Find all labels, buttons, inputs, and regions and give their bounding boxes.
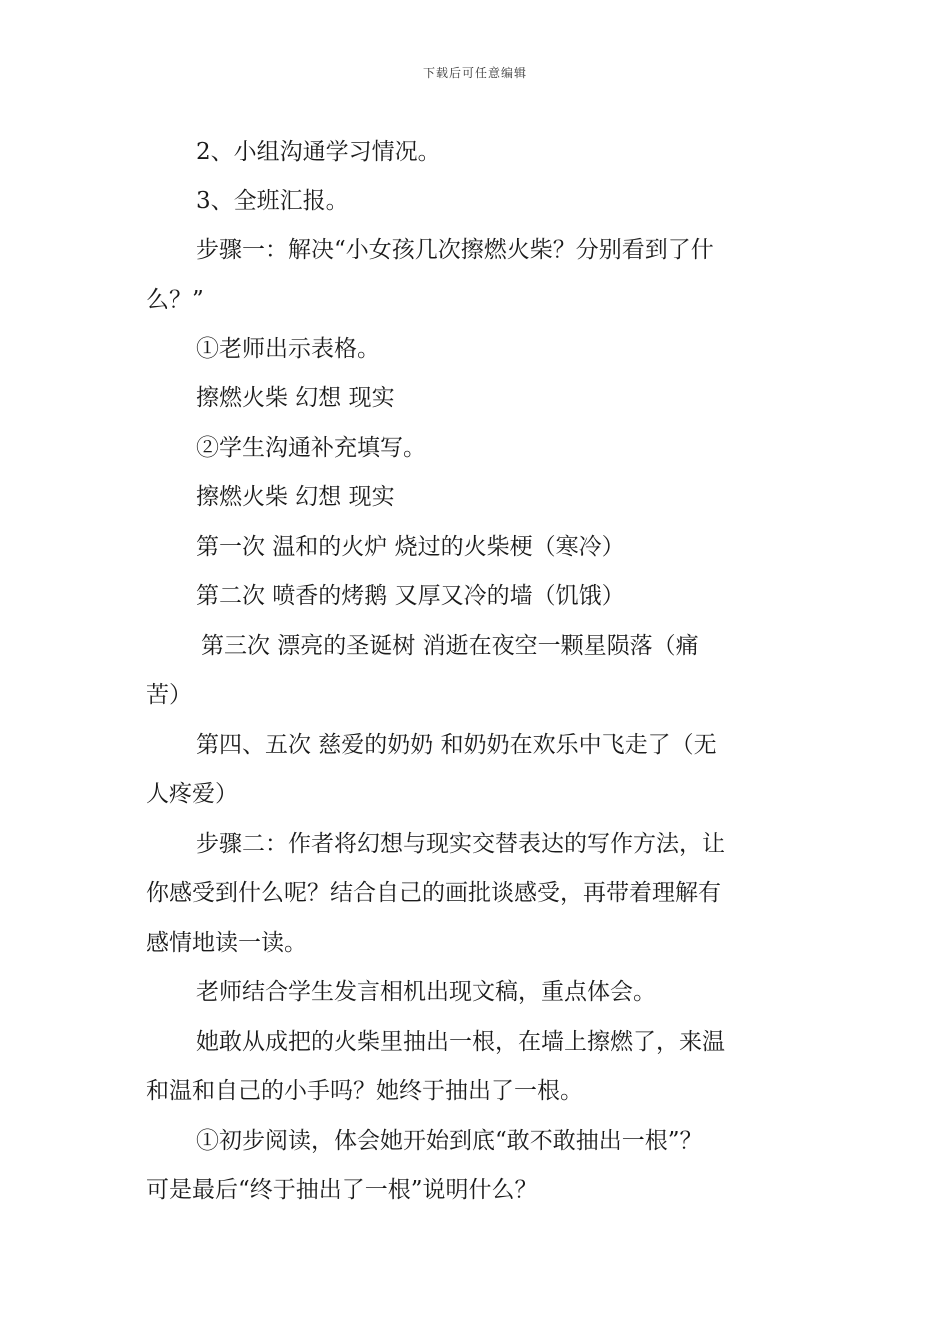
paragraph-line: 你感受到什么呢？结合自己的画批谈感受，再带着理解有: [146, 880, 721, 906]
paragraph-line: 2、小组沟通学习情况。: [196, 139, 441, 165]
paragraph-line: 么？”: [146, 287, 204, 313]
paragraph-line: 擦燃火柴 幻想 现实: [196, 385, 395, 411]
paragraph-line: 感情地读一读。: [146, 930, 307, 956]
paragraph-line: ①初步阅读，体会她开始到底“敢不敢抽出一根”？: [196, 1128, 703, 1154]
paragraph-line: 可是最后“终于抽出了一根”说明什么？: [146, 1177, 538, 1203]
paragraph-line: 擦燃火柴 幻想 现实: [196, 484, 395, 510]
paragraph-line: 苦）: [146, 682, 192, 708]
page-header-note: 下载后可任意编辑: [422, 66, 527, 80]
paragraph-line: 第四、五次 慈爱的奶奶 和奶奶在欢乐中飞走了（无: [196, 732, 717, 758]
paragraph-line: 第三次 漂亮的圣诞树 消逝在夜空一颗星陨落（痛: [201, 633, 699, 659]
paragraph-line: 第二次 喷香的烤鹅 又厚又冷的墙（饥饿）: [196, 583, 625, 609]
paragraph-line: 第一次 温和的火炉 烧过的火柴梗（寒冷）: [196, 534, 625, 560]
paragraph-line: 人疼爱）: [146, 781, 238, 807]
paragraph-line: 老师结合学生发言相机出现文稿，重点体会。: [196, 979, 656, 1005]
paragraph-line: 3、全班汇报。: [196, 188, 349, 214]
paragraph-line: 步骤一：解决“小女孩几次擦燃火柴？分别看到了什: [196, 237, 714, 263]
paragraph-line: ①老师出示表格。: [196, 336, 380, 362]
paragraph-line: 她敢从成把的火柴里抽出一根，在墙上擦燃了，来温: [196, 1029, 725, 1055]
paragraph-line: 和温和自己的小手吗？她终于抽出了一根。: [146, 1078, 583, 1104]
paragraph-line: 步骤二：作者将幻想与现实交替表达的写作方法，让: [196, 831, 725, 857]
paragraph-line: ②学生沟通补充填写。: [196, 435, 426, 461]
